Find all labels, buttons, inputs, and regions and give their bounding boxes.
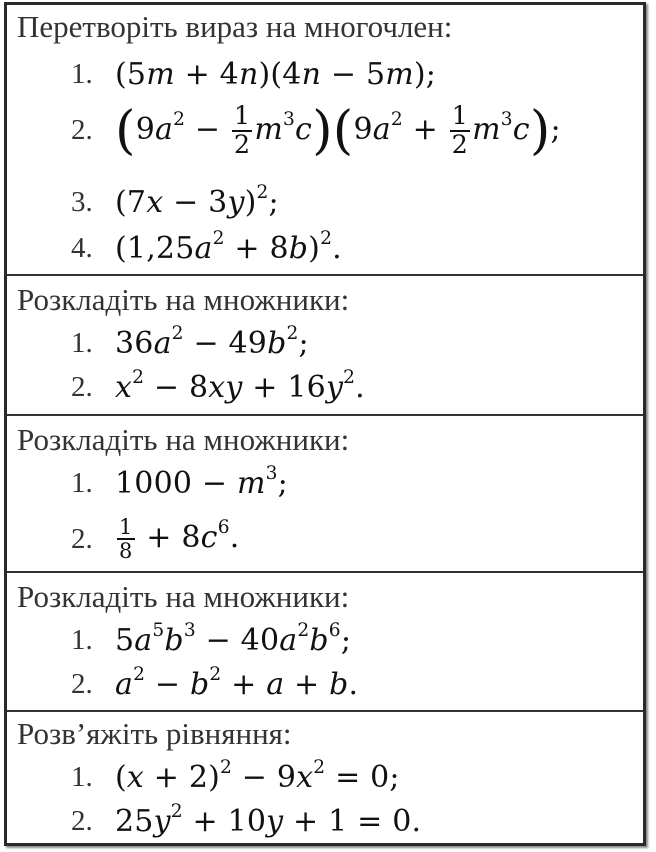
section-heading: Перетворіть вираз на многочлен: (17, 9, 453, 44)
item-number: 1. (71, 761, 93, 793)
list-item (71, 182, 279, 220)
section-heading: Розкладіть на множники: (17, 579, 350, 614)
item-number: 1. (71, 58, 93, 90)
section-factor-3 (7, 573, 643, 712)
item-number: 2. (71, 522, 93, 555)
item-number: 4. (71, 232, 93, 264)
math-expression: $1000 - m^3$; (115, 463, 288, 501)
math-expression: $\frac{1}{8}$ + $8c^6$. (119, 515, 240, 564)
list-item (71, 757, 400, 795)
math-expression: $(x + 2)^2 - 9x^2 = 0$; (115, 757, 400, 795)
list-item (71, 367, 365, 405)
item-number: 2. (71, 805, 93, 837)
list-item (71, 620, 352, 658)
math-expression: $36a^2 - 49b^2$; (115, 323, 309, 361)
list-item (71, 516, 239, 562)
math-expression: $(1,25a^2 + 8b)^2$. (115, 228, 342, 266)
math-expression: ($9a^2$ − $\frac{1}{2}$ $m^3c)(9a^2$ + $\frac{1}{2}$ $m^3c$); (115, 99, 561, 161)
item-number: 2. (71, 668, 93, 700)
math-expression: $a^2 - b^2 + a + b$. (115, 664, 359, 702)
list-item (71, 99, 561, 161)
item-number: 3. (71, 186, 93, 218)
math-expression: $5a^5b^3 - 40a^2b^6$; (115, 620, 352, 658)
section-factor-1 (7, 276, 643, 416)
item-number: 1. (71, 327, 93, 359)
math-expression: (5m + 4n)(4n − 5m); (115, 57, 437, 92)
worksheet-frame (4, 2, 646, 846)
section-heading: Розкладіть на множники: (17, 422, 350, 457)
list-item (71, 664, 359, 702)
section-factor-2 (7, 416, 643, 573)
section-polynomial (7, 5, 643, 276)
item-number: 1. (71, 624, 93, 656)
list-item (71, 801, 422, 839)
list-item (71, 463, 288, 501)
item-number: 2. (71, 371, 93, 403)
list-item (71, 228, 342, 266)
list-item (71, 57, 436, 92)
math-expression: $(7x - 3y)^2$; (115, 182, 279, 220)
list-item (71, 323, 309, 361)
section-equations (7, 712, 643, 849)
math-expression: $x^2 - 8xy + 16y^2$. (115, 367, 365, 405)
item-number: 2. (71, 114, 93, 147)
section-heading: Розкладіть на множники: (17, 282, 350, 317)
math-expression: $25y^2 + 10y + 1 = 0$. (115, 801, 422, 839)
item-number: 1. (71, 467, 93, 499)
section-heading: Розв’яжіть рівняння: (17, 716, 292, 751)
